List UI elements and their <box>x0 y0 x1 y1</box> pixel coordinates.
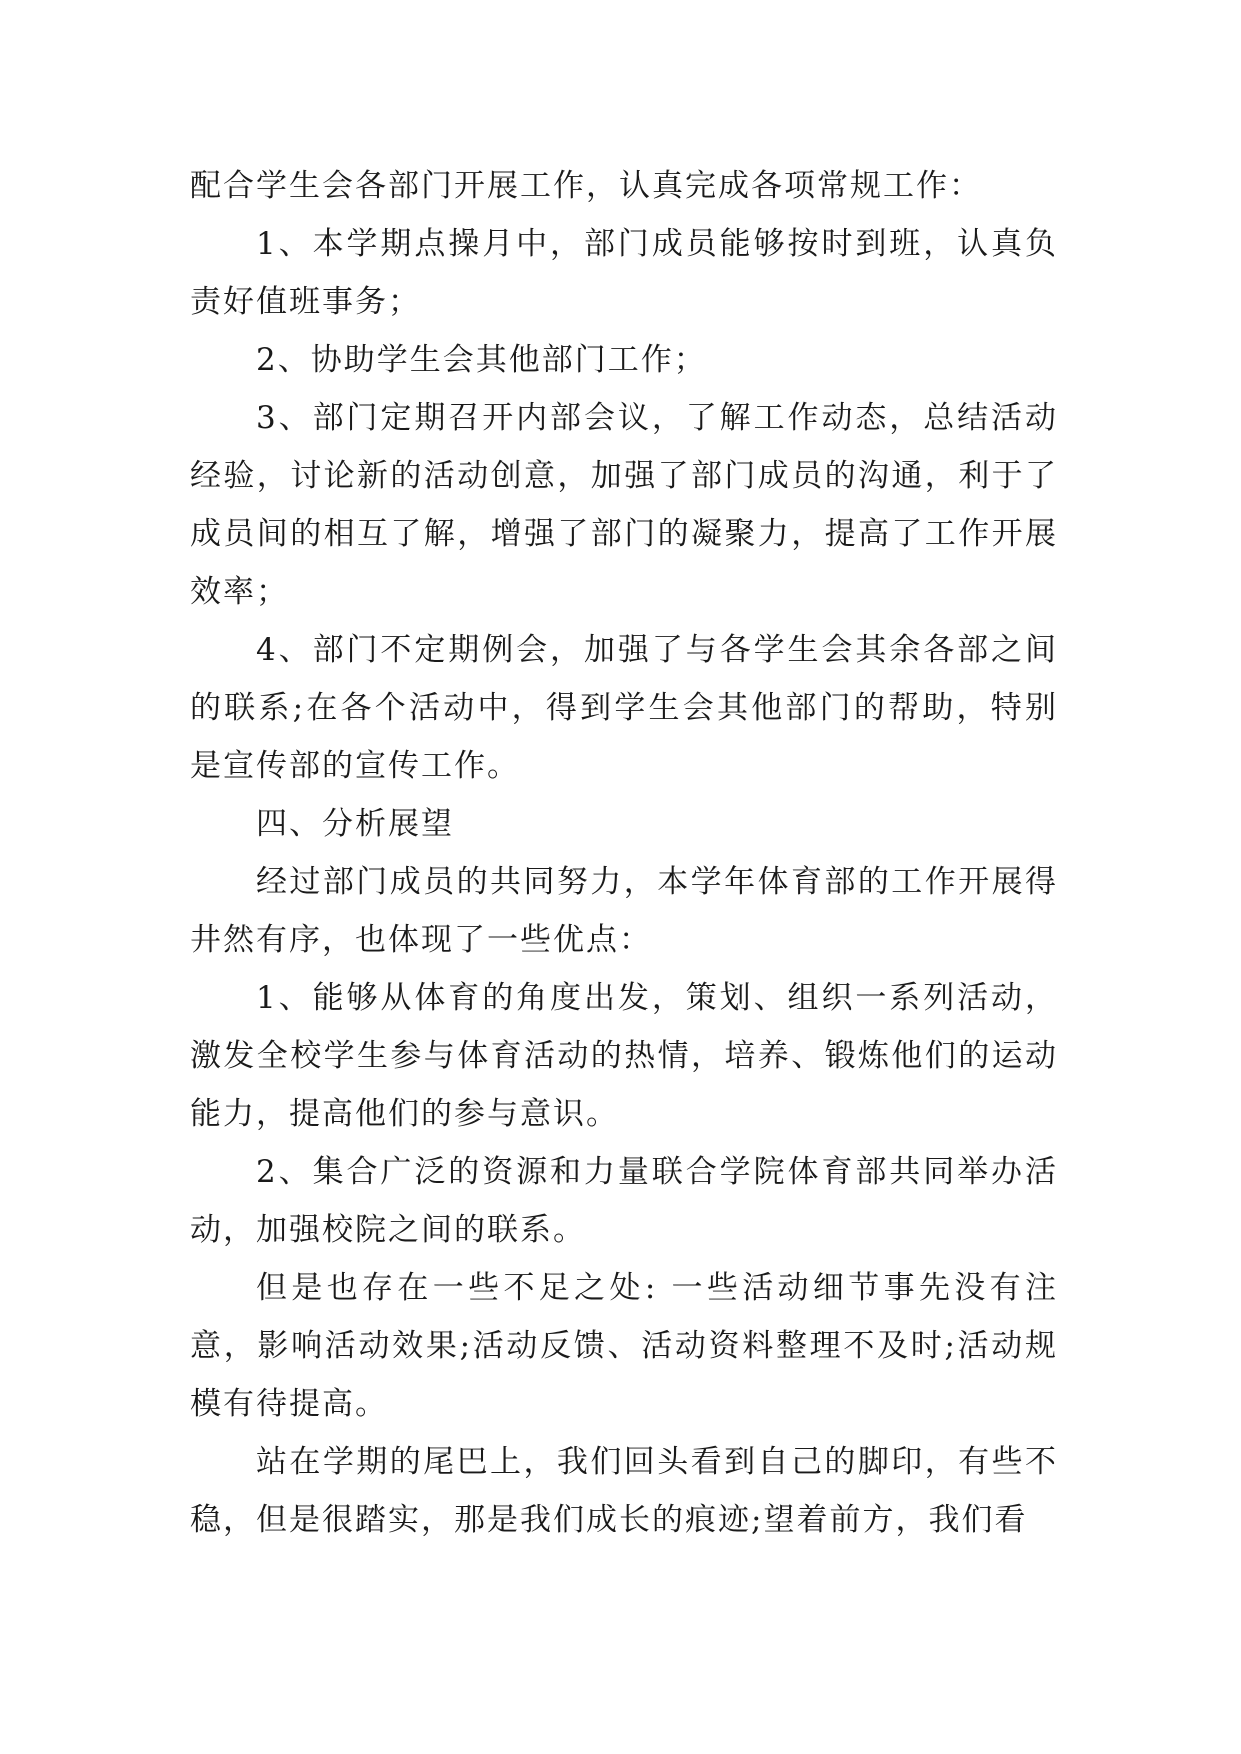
paragraph-merit-1: 1、能够从体育的角度出发，策划、组织一系列活动，激发全校学生参与体育活动的热情，培养、锻炼他们的运动能力，提高他们的参与意识。 <box>190 980 1058 1132</box>
paragraph-intro: 配合学生会各部门开展工作，认真完成各项常规工作： <box>190 168 982 204</box>
document-body <box>190 157 1058 1549</box>
section-heading-analysis: 四、分析展望 <box>256 806 454 842</box>
paragraph-item-2: 2、协助学生会其他部门工作； <box>256 342 707 378</box>
paragraph-closing: 站在学期的尾巴上，我们回头看到自己的脚印，有些不稳，但是很踏实，那是我们成长的痕迹;望着前方，我们看 <box>190 1444 1058 1538</box>
paragraph-item-4: 4、部门不定期例会，加强了与各学生会其余各部之间的联系;在各个活动中，得到学生会其他部门的帮助，特别是宣传部的宣传工作。 <box>190 632 1058 784</box>
paragraph-shortcomings: 但是也存在一些不足之处: 一些活动细节事先没有注意，影响活动效果;活动反馈、活动资料整理不及时;活动规模有待提高。 <box>190 1270 1058 1422</box>
paragraph-item-3: 3、部门定期召开内部会议，了解工作动态，总结活动经验，讨论新的活动创意，加强了部门成员的沟通，利于了成员间的相互了解，增强了部门的凝聚力，提高了工作开展效率； <box>190 400 1058 610</box>
paragraph-item-1: 1、本学期点操月中，部门成员能够按时到班，认真负责好值班事务； <box>190 226 1058 320</box>
paragraph-summary: 经过部门成员的共同努力，本学年体育部的工作开展得井然有序，也体现了一些优点： <box>190 864 1058 958</box>
paragraph-merit-2: 2、集合广泛的资源和力量联合学院体育部共同举办活动，加强校院之间的联系。 <box>190 1154 1058 1248</box>
